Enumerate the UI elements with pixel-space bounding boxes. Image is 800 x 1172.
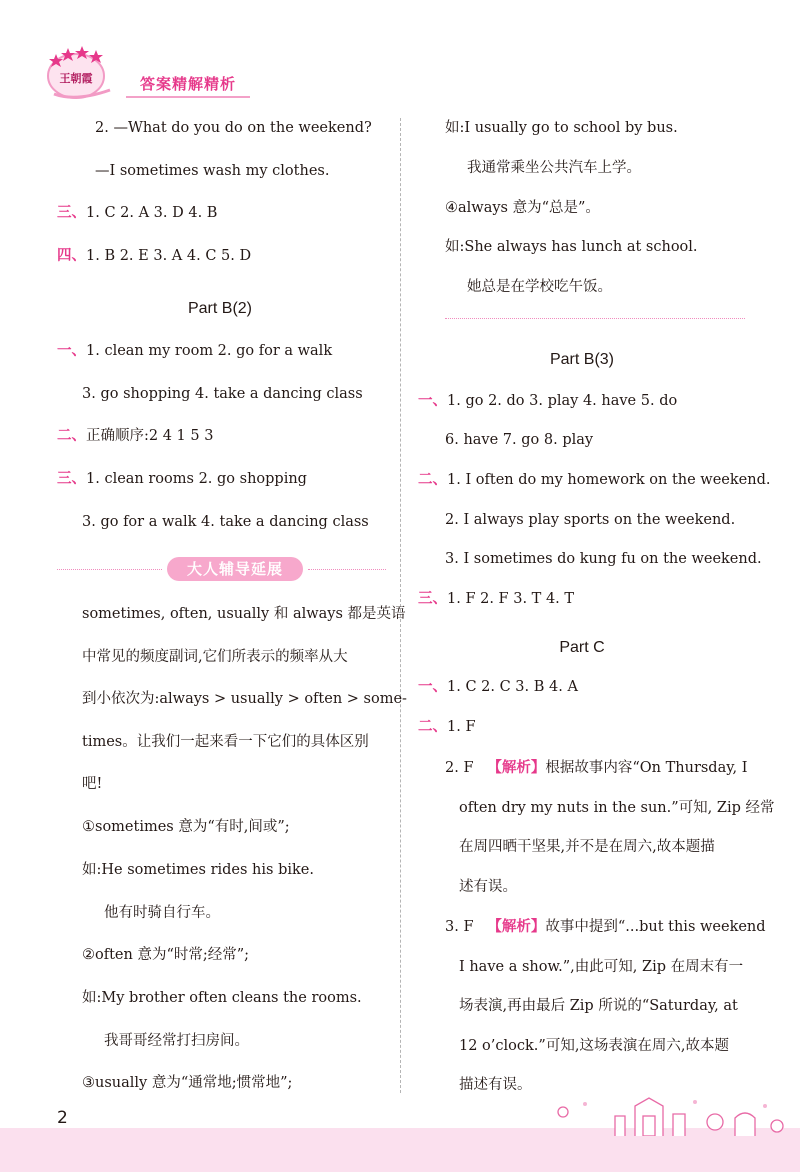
answer-text: 1. F 2. F 3. T 4. T — [447, 591, 575, 607]
section-label: 三、 — [57, 205, 86, 221]
answer-row-er — [57, 429, 213, 444]
answer-row-b3-er — [418, 473, 770, 488]
section-label: 一、 — [418, 679, 447, 695]
publisher-logo — [40, 40, 126, 106]
para-line-4: times。让我们一起来看一下它们的具体区别 — [82, 734, 369, 750]
right-example-always: 如:She always has lunch at school. — [445, 239, 698, 255]
item-sometimes-translation: 他有时骑自行车。 — [104, 905, 220, 921]
answer-text: 正确顺序:2 4 1 5 3 — [86, 428, 214, 444]
item-always: ④always 意为“总是”。 — [445, 200, 600, 216]
part-b2-title: Part B(2) — [187, 300, 252, 317]
answer-text: 1. C 2. C 3. B 4. A — [447, 679, 578, 695]
item-sometimes: ①sometimes 意为“有时,间或”; — [82, 819, 290, 835]
answer-text: 1. go 2. do 3. play 4. have 5. do — [447, 393, 678, 409]
section-label: 三、 — [57, 471, 86, 487]
item-sometimes-example: 如:He sometimes rides his bike. — [82, 862, 314, 878]
q3-explanation-line4: 12 o’clock.”可知,这场表演在周六,故本题 — [459, 1038, 730, 1054]
answer-row-c-er — [418, 720, 476, 735]
q3-explanation-line1 — [445, 920, 766, 935]
section-label: 四、 — [57, 248, 86, 264]
right-er-line2: 2. I always play sports on the weekend. — [445, 512, 736, 528]
answer-text: 1. clean rooms 2. go shopping — [86, 471, 307, 487]
part-b3-title: Part B(3) — [549, 351, 614, 368]
left-san2-line2: 3. go for a walk 4. take a dancing class — [82, 514, 369, 530]
section-label: 一、 — [418, 393, 447, 409]
q3-explanation-line3: 场表演,再由最后 Zip 所说的“Saturday, at — [459, 998, 738, 1014]
right-yi-line2: 6. have 7. go 8. play — [445, 432, 594, 448]
question-number: 3. F — [445, 919, 474, 935]
item-often-example: 如:My brother often cleans the rooms. — [82, 990, 362, 1006]
item-often: ②often 意为“时常;经常”; — [82, 947, 250, 963]
answer-row-si — [57, 249, 251, 264]
right-example-usually: 如:I usually go to school by bus. — [445, 120, 678, 136]
q3-explanation-line2: I have a show.”,由此可知, Zip 在周末有一 — [459, 959, 744, 975]
right-example-always-translation: 她总是在学校吃午饭。 — [467, 279, 612, 295]
item-usually: ③usually 意为“通常地;惯常地”; — [82, 1075, 293, 1091]
answer-row-yi — [57, 344, 332, 359]
tutoring-banner: 大人辅导延展 — [167, 557, 303, 581]
right-er-line3: 3. I sometimes do kung fu on the weekend. — [445, 551, 762, 567]
item-often-translation: 我哥哥经常打扫房间。 — [104, 1033, 249, 1049]
section-label: 三、 — [418, 591, 447, 607]
answer-text: 1. C 2. A 3. D 4. B — [86, 205, 218, 221]
answer-row-san — [57, 206, 217, 221]
section-separator — [445, 318, 745, 319]
section-label: 二、 — [418, 472, 447, 488]
answer-text: 1. F — [447, 719, 476, 735]
header-title: 答案精解精析 — [140, 75, 237, 93]
answer-text: 1. clean my room 2. go for a walk — [86, 343, 333, 359]
right-example-usually-translation: 我通常乘坐公共汽车上学。 — [467, 160, 641, 176]
left-yi-line2: 3. go shopping 4. take a dancing class — [82, 386, 363, 402]
q2-explanation-line3: 在周四晒干坚果,并不是在周六,故本题描 — [459, 839, 715, 855]
explanation-text: 故事中提到“...but this weekend — [545, 919, 766, 935]
castle-illustration-icon — [545, 1092, 795, 1136]
answer-text: 1. B 2. E 3. A 4. C 5. D — [86, 248, 252, 264]
explanation-text: 根据故事内容“On Thursday, I — [545, 760, 748, 776]
answer-row-san2 — [57, 472, 307, 487]
section-label: 二、 — [57, 428, 86, 444]
analysis-tag: 【解析】 — [487, 918, 546, 935]
q2-explanation-line4: 述有误。 — [459, 879, 517, 895]
question-number: 2. F — [445, 760, 474, 776]
svg-text:王朝霞: 王朝霞 — [59, 72, 93, 85]
para-line-5: 吧! — [82, 776, 103, 792]
section-label: 二、 — [418, 719, 447, 735]
answer-row-b3-yi — [418, 394, 677, 409]
q2-explanation-line1 — [445, 761, 747, 776]
part-c-title: Part C — [559, 639, 605, 656]
para-line-1: sometimes, often, usually 和 always 都是英语 — [82, 606, 406, 622]
answer-text: 1. I often do my homework on the weekend. — [447, 472, 771, 488]
header-underline — [126, 96, 250, 98]
q2-explanation-line2: often dry my nuts in the sun.”可知, Zip 经常 — [459, 800, 775, 816]
section-label: 一、 — [57, 343, 86, 359]
para-line-3: 到小依次为:always > usually > often > some- — [82, 691, 407, 707]
q3-explanation-line5: 描述有误。 — [459, 1077, 532, 1093]
banner-rule-left — [57, 569, 162, 570]
para-line-2: 中常见的频度副词,它们所表示的频率从大 — [82, 649, 348, 665]
left-q2-line1: 2. —What do you do on the weekend? — [95, 120, 372, 136]
banner-rule-right — [308, 569, 386, 570]
page-number: 2 — [57, 1108, 68, 1128]
analysis-tag: 【解析】 — [487, 759, 546, 776]
answer-row-b3-san — [418, 592, 574, 607]
answer-row-c-yi — [418, 680, 578, 695]
left-q2-line2: —I sometimes wash my clothes. — [95, 163, 330, 179]
